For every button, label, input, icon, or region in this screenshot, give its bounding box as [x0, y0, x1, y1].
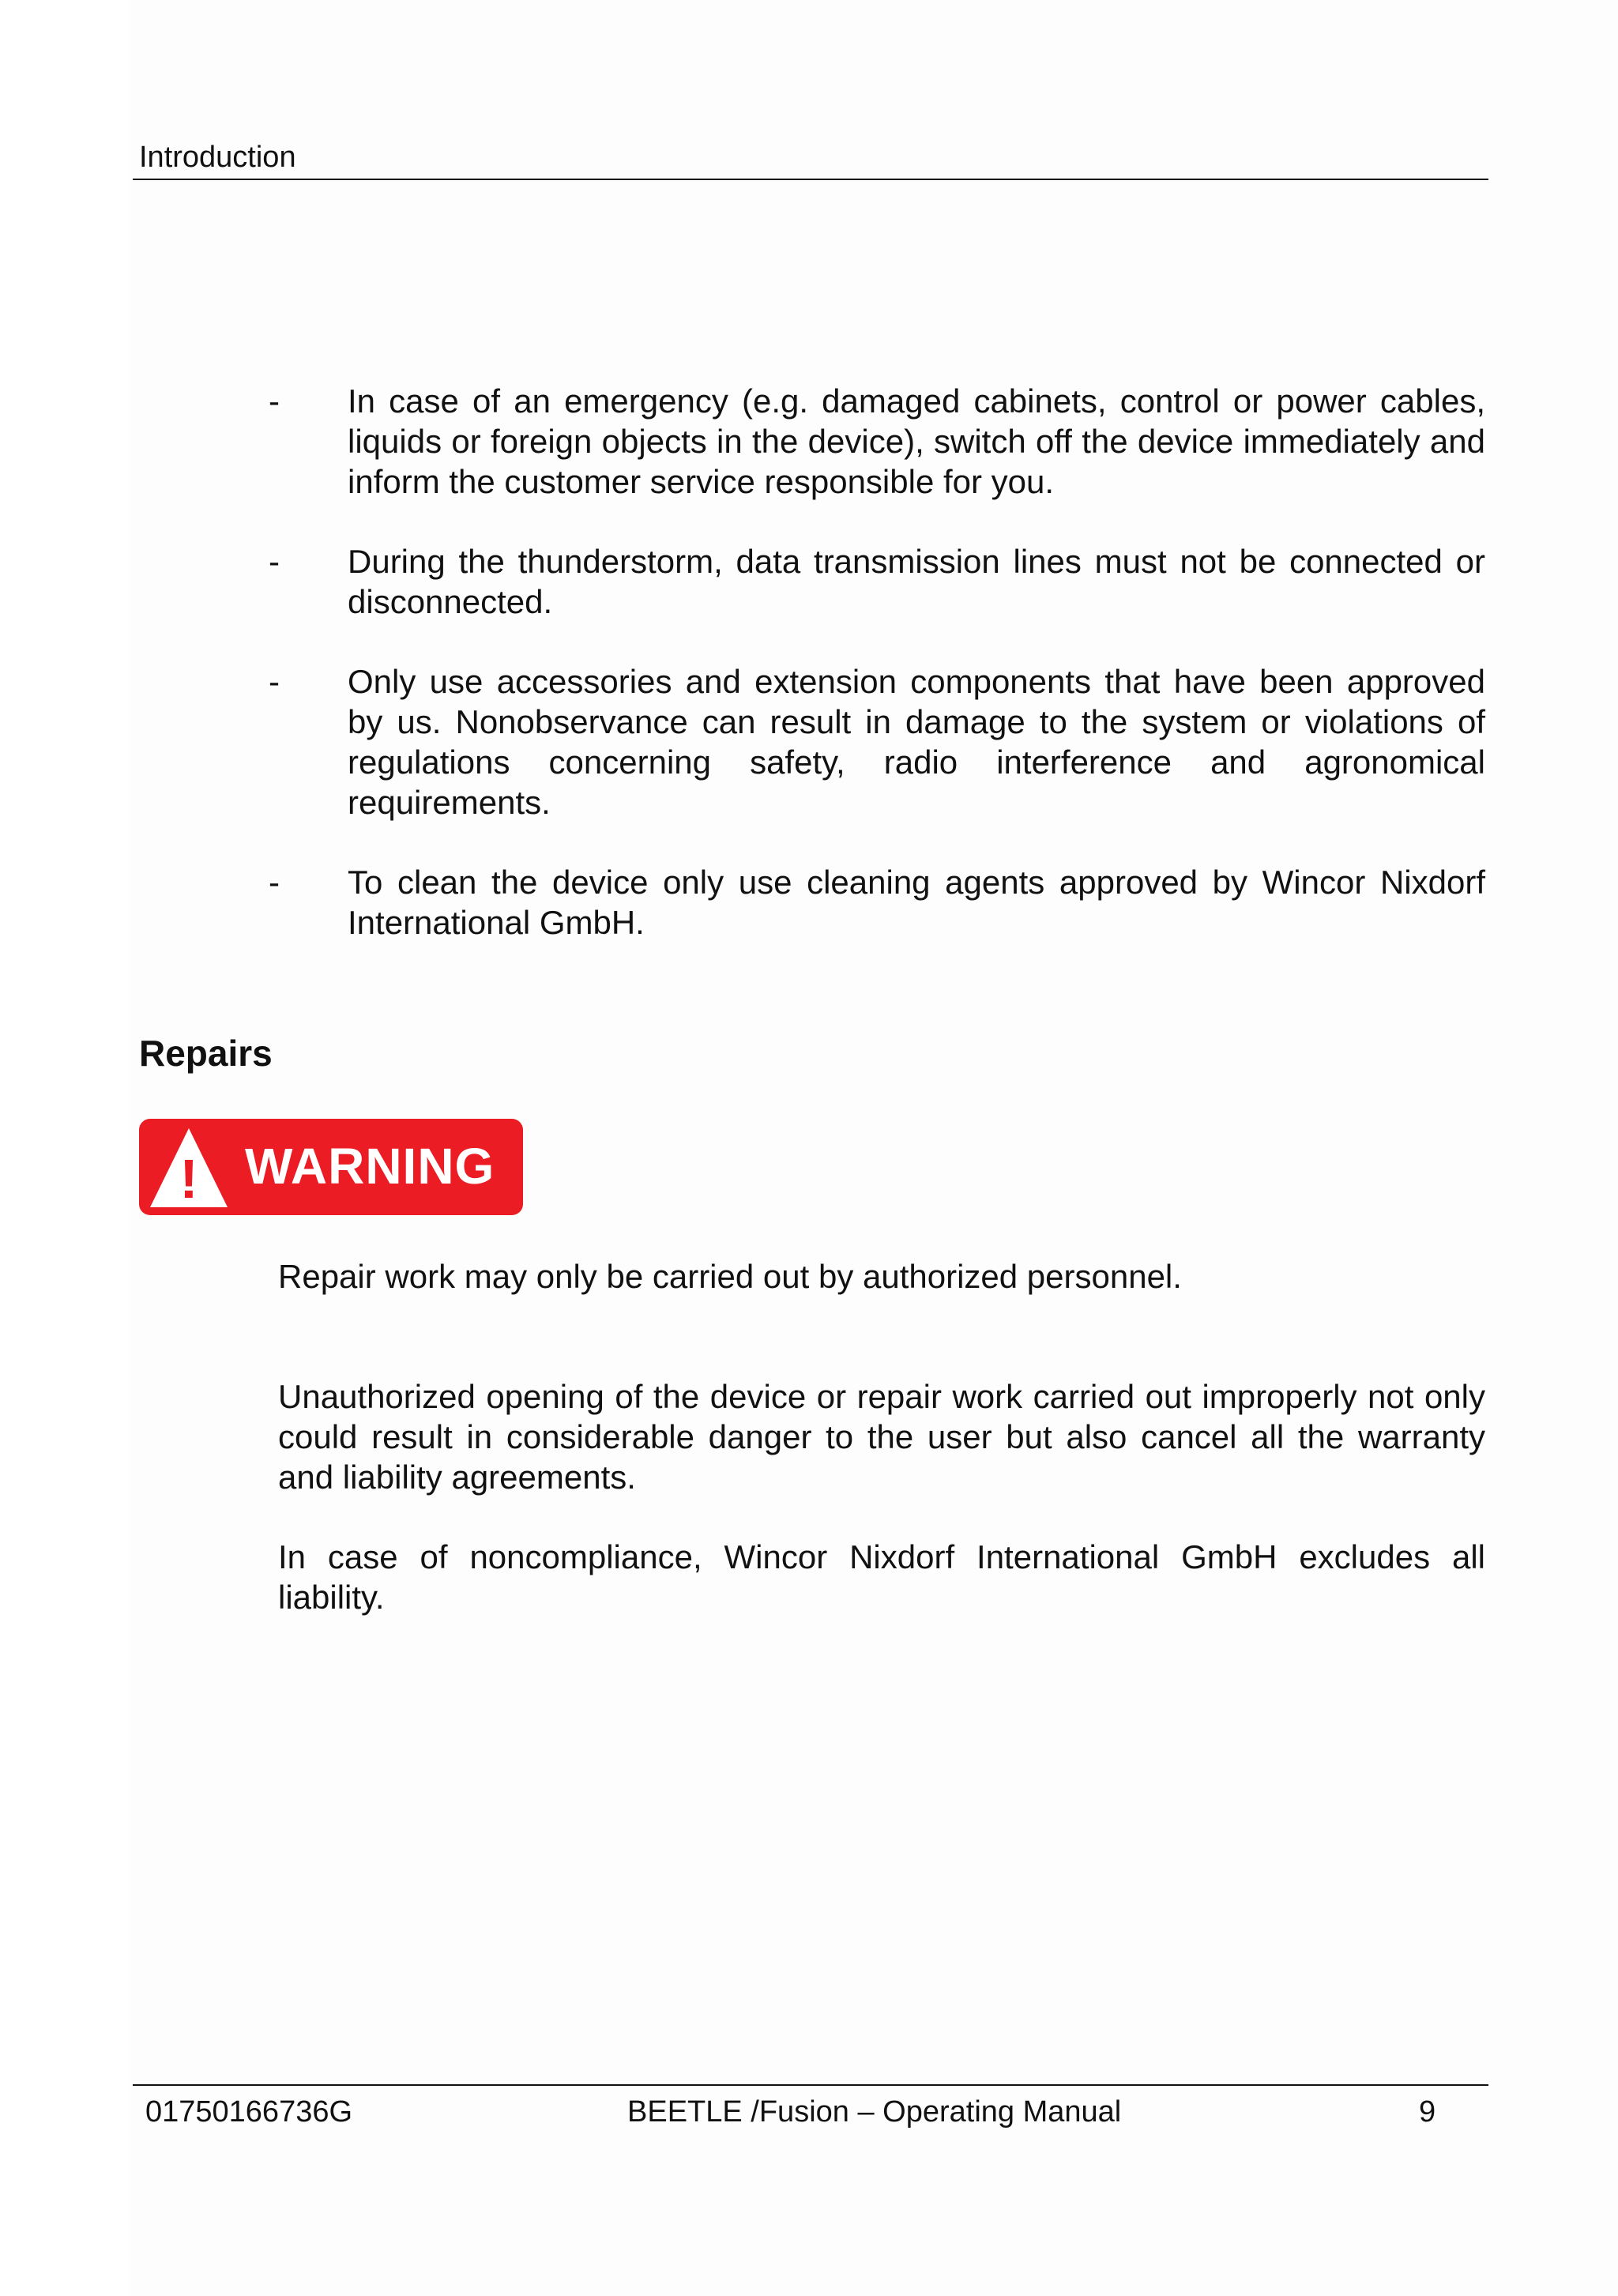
list-item-text: To clean the device only use cleaning agents approved by Wincor Nixdorf International GmbH.	[348, 864, 1485, 941]
footer-document-number: 01750166736G	[145, 2095, 353, 2129]
bullet-marker: -	[269, 864, 280, 901]
list-item	[269, 541, 1485, 622]
warning-triangle-icon	[147, 1125, 231, 1210]
section-heading-repairs: Repairs	[139, 1033, 273, 1074]
footer-manual-title: BEETLE /Fusion – Operating Manual	[627, 2095, 1122, 2129]
list-item-text: Only use accessories and extension components that have been approved by us. Nonobservance can result in damage to the system or violations of regulations concerning safety, radio interference and agronomical requirements.	[348, 663, 1485, 821]
repair-paragraph: In case of noncompliance, Wincor Nixdorf International GmbH excludes all liability.	[278, 1538, 1485, 1616]
warning-sign	[139, 1119, 523, 1215]
list-item	[269, 381, 1485, 502]
safety-instructions-list	[269, 381, 1485, 982]
bullet-marker: -	[269, 663, 280, 700]
repair-paragraph: Repair work may only be carried out by authorized personnel.	[278, 1258, 1182, 1295]
warning-label: WARNING	[245, 1138, 495, 1195]
list-item-text: During the thunderstorm, data transmission lines must not be connected or disconnected.	[348, 543, 1485, 620]
repair-paragraph: Unauthorized opening of the device or repair work carried out improperly not only could result in considerable danger to the user but also cancel all the warranty and liability agreements.	[278, 1378, 1485, 1496]
header-rule	[133, 179, 1488, 180]
footer-page-number: 9	[1419, 2095, 1436, 2129]
running-header: Introduction	[139, 141, 296, 174]
list-item	[269, 661, 1485, 822]
bullet-marker: -	[269, 543, 280, 580]
footer-rule	[133, 2084, 1488, 2086]
list-item-text: In case of an emergency (e.g. damaged cabinets, control or power cables, liquids or foreign objects in the device), switch off the device immediately and inform the customer service responsible for you.	[348, 382, 1485, 500]
warning-exclamation: !	[179, 1148, 198, 1210]
bullet-marker: -	[269, 382, 280, 420]
list-item	[269, 862, 1485, 943]
